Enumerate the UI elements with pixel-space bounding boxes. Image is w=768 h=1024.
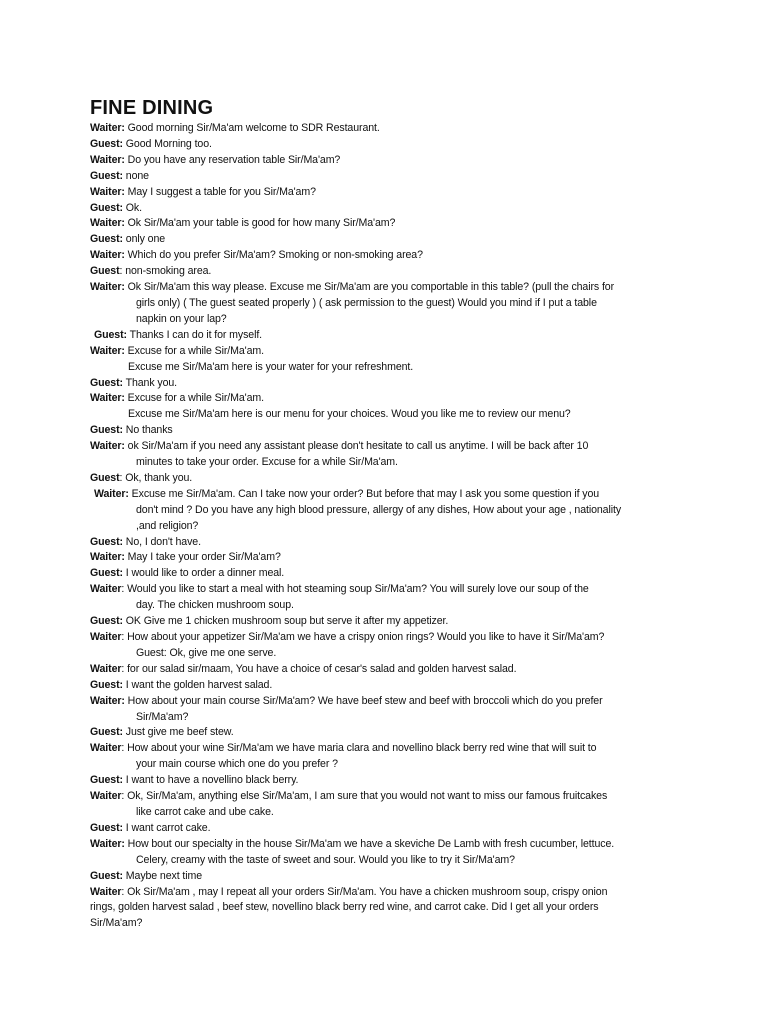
- speaker-label: Waiter:: [90, 249, 125, 262]
- speaker-label: Guest:: [90, 615, 123, 628]
- utterance-text: May I suggest a table for you Sir/Ma'am?: [124, 185, 316, 198]
- dialogue-line: [90, 344, 690, 360]
- dialogue-line: [90, 169, 690, 185]
- dialogue-line: [90, 598, 690, 614]
- utterance-text: Excuse for a while Sir/Ma'am.: [124, 392, 264, 405]
- utterance-text: ok Sir/Ma'am if you need any assistant please don't hesitate to call us anytime. I will be back after 10: [124, 440, 589, 453]
- utterance-text: How about your main course Sir/Ma'am? We have beef stew and beef with broccoli which do you prefer: [124, 694, 603, 707]
- speaker-label: Guest:: [90, 821, 123, 834]
- speaker-label: Waiter:: [90, 281, 125, 294]
- speaker-label: Guest:: [90, 726, 123, 739]
- utterance-text: I want the golden harvest salad.: [122, 678, 273, 691]
- speaker-label: Waiter:: [90, 185, 125, 198]
- speaker-label: Waiter: [90, 790, 122, 803]
- utterance-text: No, I don't have.: [122, 535, 201, 548]
- dialogue-line: [90, 487, 690, 503]
- dialogue-line: [90, 757, 690, 773]
- speaker-label: Waiter:: [90, 551, 125, 564]
- utterance-text: Excuse me Sir/Ma'am here is your water for your refreshment.: [128, 360, 414, 373]
- utterance-text: day. The chicken mushroom soup.: [136, 599, 294, 612]
- speaker-label: Waiter:: [90, 122, 125, 134]
- speaker-label: Guest:: [90, 567, 123, 580]
- dialogue-line: [90, 678, 690, 694]
- dialogue-line: [90, 201, 690, 217]
- dialogue-line: [90, 662, 690, 678]
- speaker-label: Waiter:: [90, 392, 125, 405]
- speaker-label: Waiter: [90, 631, 122, 643]
- utterance-text: Thanks I can do it for myself.: [126, 328, 263, 341]
- dialogue-line: [90, 725, 690, 741]
- speaker-label: Guest:: [90, 424, 123, 437]
- utterance-text: your main course which one do you prefer ?: [136, 758, 338, 771]
- utterance-text: Celery, creamy with the taste of sweet and sour. Would you like to try it Sir/Ma'am?: [136, 853, 515, 866]
- document-page: [90, 95, 690, 932]
- dialogue-line: [90, 376, 690, 392]
- utterance-text: napkin on your lap?: [136, 312, 227, 325]
- dialogue-line: [90, 710, 690, 726]
- dialogue-line: [90, 566, 690, 582]
- utterance-text: girls only) ( The guest seated properly ) ( ask permission to the guest) Would you mind if I put a table: [136, 296, 597, 309]
- dialogue-line: [90, 535, 690, 551]
- utterance-text: Excuse for a while Sir/Ma'am.: [124, 344, 264, 357]
- utterance-text: Maybe next time: [122, 869, 203, 882]
- dialogue-line: [90, 264, 690, 280]
- speaker-label: Waiter: [90, 583, 122, 596]
- speaker-label: Guest:: [90, 137, 123, 150]
- speaker-label: Guest:: [90, 535, 123, 548]
- speaker-label: Guest:: [94, 328, 127, 341]
- utterance-text: Ok Sir/Ma'am this way please. Excuse me Sir/Ma'am are you comportable in this table? (pull the chairs for: [124, 281, 615, 294]
- speaker-label: Guest:: [90, 233, 123, 246]
- speaker-label: Waiter: [90, 742, 122, 755]
- dialogue-line: [90, 328, 690, 344]
- dialogue-line: [90, 248, 690, 264]
- utterance-text: I would like to order a dinner meal.: [122, 567, 285, 580]
- dialogue-line: [90, 360, 690, 376]
- utterance-text: like carrot cake and ube cake.: [136, 805, 274, 818]
- speaker-label: Guest: [90, 471, 120, 484]
- speaker-label: Waiter:: [90, 837, 125, 850]
- dialogue-line: [90, 280, 690, 296]
- dialogue-line: [90, 694, 690, 710]
- dialogue-line: [90, 550, 690, 566]
- dialogue-line: [90, 296, 690, 312]
- dialogue-line: [90, 232, 690, 248]
- speaker-label: Waiter: [90, 662, 122, 675]
- utterance-text: : non-smoking area.: [119, 265, 212, 278]
- dialogue-line: [90, 837, 690, 853]
- utterance-text: Ok Sir/Ma'am your table is good for how many Sir/Ma'am?: [124, 217, 396, 230]
- utterance-text: Good morning Sir/Ma'am welcome to SDR Restaurant.: [124, 122, 380, 134]
- dialogue-line: [90, 153, 690, 169]
- utterance-text: Just give me beef stew.: [122, 726, 234, 739]
- utterance-text: How bout our specialty in the house Sir/Ma'am we have a skeviche De Lamb with fresh cucumber, lettuce.: [124, 837, 615, 850]
- speaker-label: Guest:: [90, 774, 123, 787]
- dialogue-line: [90, 121, 690, 137]
- dialogue-line: [90, 471, 690, 487]
- speaker-label: Waiter:: [90, 217, 125, 230]
- dialogue-line: [90, 916, 690, 932]
- utterance-text: Sir/Ma'am?: [90, 917, 143, 930]
- dialogue-line: [90, 773, 690, 789]
- utterance-text: : Ok Sir/Ma'am , may I repeat all your orders Sir/Ma'am. You have a chicken mushroom soup, crispy onion: [121, 885, 608, 898]
- utterance-text: OK Give me 1 chicken mushroom soup but serve it after my appetizer.: [122, 615, 449, 628]
- utterance-text: minutes to take your order. Excuse for a while Sir/Ma'am.: [136, 456, 398, 469]
- speaker-label: Waiter:: [90, 344, 125, 357]
- dialogue-line: [90, 407, 690, 423]
- utterance-text: only one: [122, 233, 166, 246]
- dialogue-line: [90, 582, 690, 598]
- utterance-text: : Ok, Sir/Ma'am, anything else Sir/Ma'am, I am sure that you would not want to miss our famous fruitcakes: [121, 790, 608, 803]
- dialogue-line: [90, 185, 690, 201]
- speaker-label: Waiter:: [94, 487, 129, 500]
- utterance-text: I want to have a novellino black berry.: [122, 774, 299, 787]
- speaker-label: Waiter:: [90, 153, 125, 166]
- speaker-label: Waiter: [90, 885, 122, 898]
- dialogue-line: [90, 503, 690, 519]
- utterance-text: I want carrot cake.: [122, 821, 211, 834]
- utterance-text: ,and religion?: [136, 519, 199, 532]
- utterance-text: Excuse me Sir/Ma'am here is our menu for your choices. Woud you like me to review our menu?: [128, 408, 571, 421]
- speaker-label: Guest:: [90, 201, 123, 214]
- dialogue-line: [90, 137, 690, 153]
- dialogue-line: [90, 423, 690, 439]
- utterance-text: No thanks: [122, 424, 173, 437]
- dialogue-line: [90, 885, 690, 901]
- dialogue-line: [90, 741, 690, 757]
- utterance-text: Which do you prefer Sir/Ma'am? Smoking or non-smoking area?: [124, 249, 423, 262]
- dialogue-line: [90, 789, 690, 805]
- dialogue-line: [90, 900, 690, 916]
- speaker-label: Guest:: [90, 869, 123, 882]
- utterance-text: Ok.: [122, 201, 142, 214]
- dialogue-line: [90, 869, 690, 885]
- dialogue-line: [90, 646, 690, 662]
- speaker-label: Guest:: [90, 169, 123, 182]
- speaker-label: Waiter:: [90, 440, 125, 453]
- dialogue-line: [90, 439, 690, 455]
- dialogue-line: [90, 455, 690, 471]
- utterance-text: don't mind ? Do you have any high blood pressure, allergy of any dishes, How about your age , nationality: [136, 503, 622, 516]
- utterance-text: : for our salad sir/maam, You have a choice of cesar's salad and golden harvest salad.: [121, 662, 517, 675]
- utterance-text: May I take your order Sir/Ma'am?: [124, 551, 281, 564]
- utterance-text: rings, golden harvest salad , beef stew, novellino black berry red wine, and carrot cake. Did I get all your orders: [90, 901, 599, 914]
- utterance-text: Sir/Ma'am?: [136, 710, 189, 723]
- utterance-text: : How about your appetizer Sir/Ma'am we have a crispy onion rings? Would you like to have it Sir/Ma'am?: [121, 631, 605, 643]
- speaker-label: Guest: [90, 265, 120, 278]
- dialogue-line: [90, 821, 690, 837]
- speaker-label: Guest:: [90, 678, 123, 691]
- dialogue-line: [90, 391, 690, 407]
- utterance-text: Guest: Ok, give me one serve.: [136, 646, 277, 659]
- dialogue-line: [90, 853, 690, 869]
- document-title: FINE DINING: [90, 97, 214, 119]
- utterance-text: Excuse me Sir/Ma'am. Can I take now your order? But before that may I ask you some question if you: [128, 487, 600, 500]
- dialogue-line: [90, 312, 690, 328]
- dialogue-transcript: [90, 121, 690, 932]
- utterance-text: none: [122, 169, 149, 182]
- dialogue-line: [90, 805, 690, 821]
- utterance-text: : Would you like to start a meal with hot steaming soup Sir/Ma'am? You will surely love our soup of the: [121, 583, 589, 596]
- dialogue-line: [90, 630, 690, 646]
- utterance-text: : Ok, thank you.: [119, 471, 193, 484]
- utterance-text: : How about your wine Sir/Ma'am we have maria clara and novellino black berry red wine that will suit to: [121, 742, 597, 755]
- dialogue-line: [90, 614, 690, 630]
- utterance-text: Thank you.: [122, 376, 178, 389]
- dialogue-line: [90, 519, 690, 535]
- dialogue-line: [90, 216, 690, 232]
- utterance-text: Good Morning too.: [122, 137, 212, 150]
- speaker-label: Waiter:: [90, 694, 125, 707]
- utterance-text: Do you have any reservation table Sir/Ma'am?: [124, 153, 341, 166]
- speaker-label: Guest:: [90, 376, 123, 389]
